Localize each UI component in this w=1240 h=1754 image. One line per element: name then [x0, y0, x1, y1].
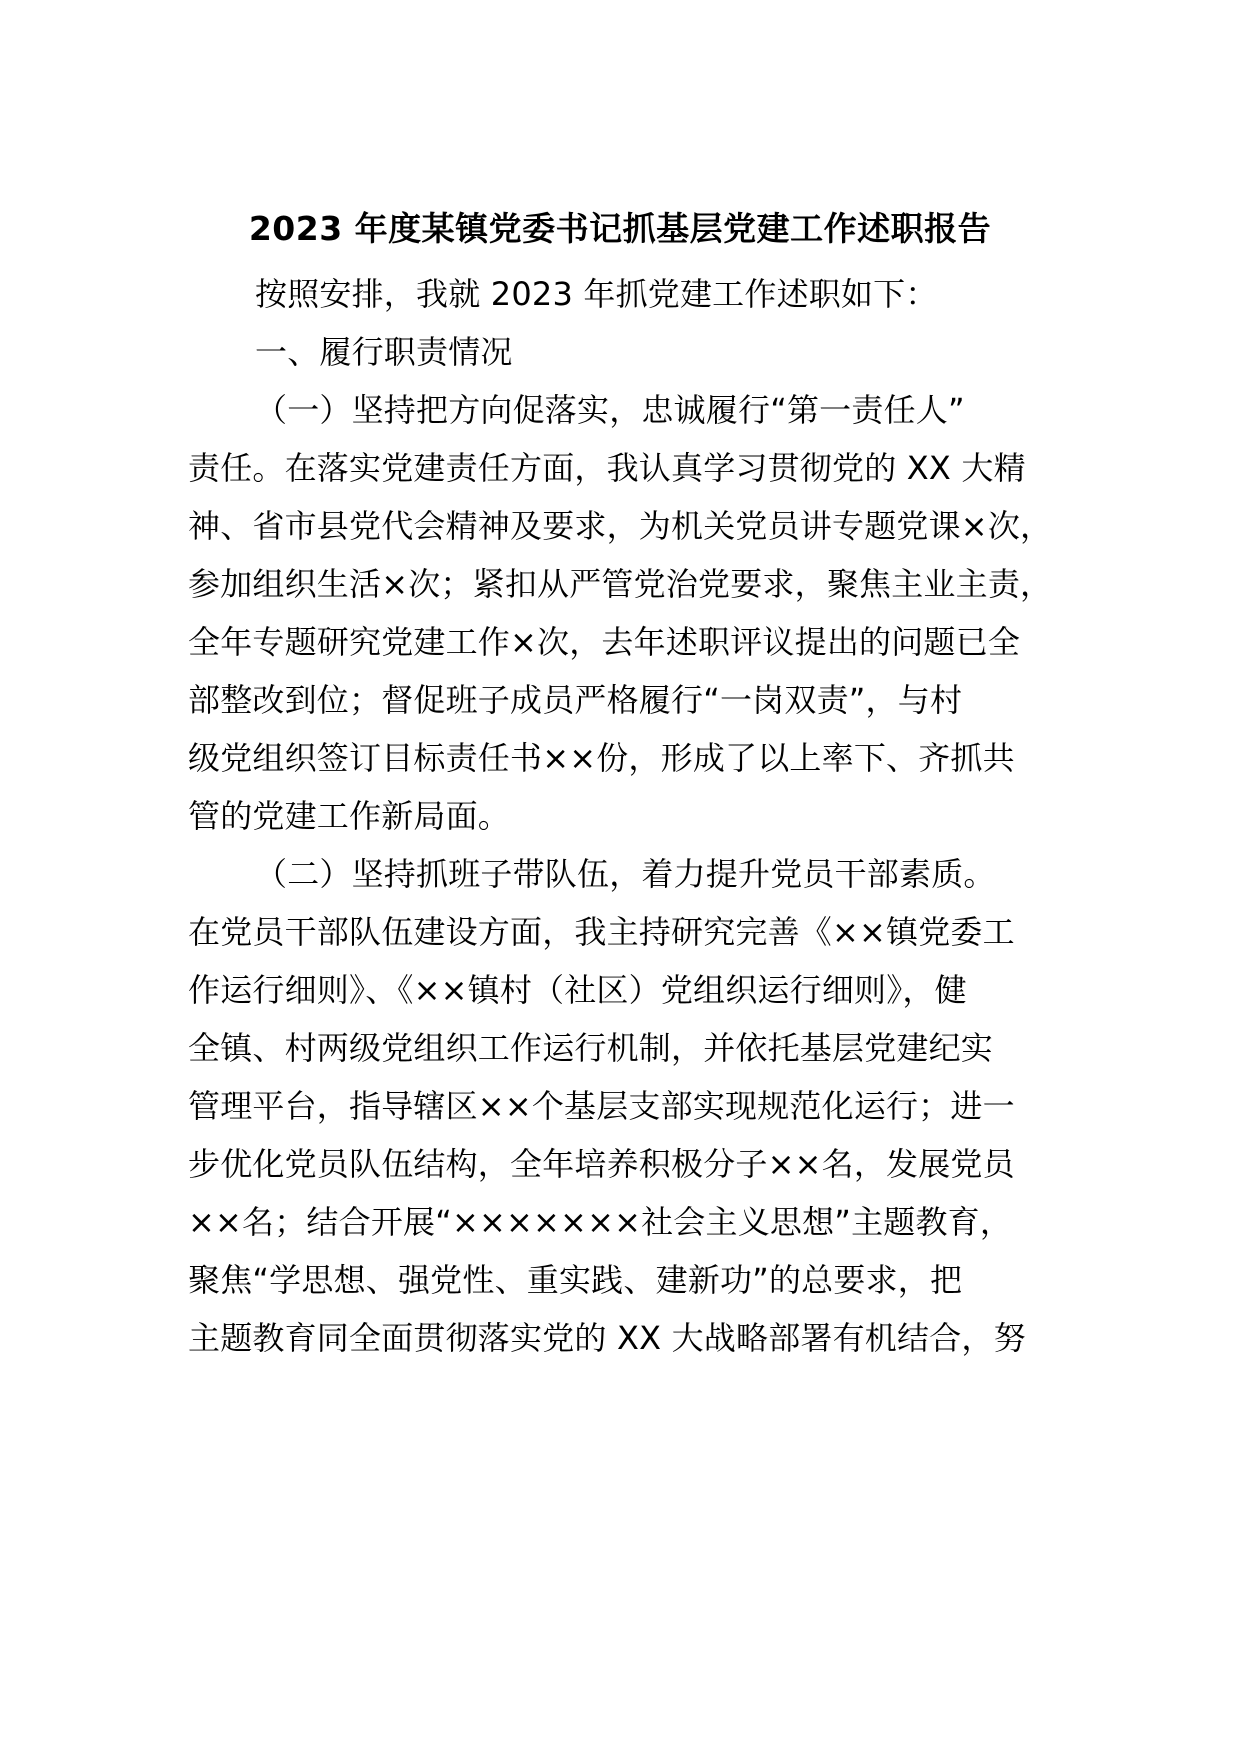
subsection-heading: （一）坚持把方向促落实，忠诚履行“第一责任人” — [255, 391, 965, 429]
document-title: 2023 年度某镇党委书记抓基层党建工作述职报告 — [248, 209, 992, 248]
paragraph-line: 聚焦“学思想、强党性、重实践、建新功”的总要求，把 — [188, 1261, 963, 1299]
paragraph-line: 步优化党员队伍结构，全年培养积极分子××名，发展党员 — [188, 1145, 1015, 1183]
paragraph-line: 参加组织生活×次；紧扣从严管党治党要求，聚焦主业主责， — [188, 565, 1053, 603]
paragraph-line: 全年专题研究党建工作×次，去年述职评议提出的问题已全 — [188, 623, 1021, 661]
paragraph-line: 按照安排，我就 2023 年抓党建工作述职如下： — [255, 275, 938, 313]
subsection-heading: （二）坚持抓班子带队伍，着力提升党员干部素质。 — [255, 855, 996, 893]
paragraph-line: 全镇、村两级党组织工作运行机制，并依托基层党建纪实 — [188, 1029, 994, 1067]
paragraph-line: 在党员干部队伍建设方面，我主持研究完善《××镇党委工 — [188, 913, 1015, 951]
paragraph-line: 管理平台，指导辖区××个基层支部实现规范化运行；进一 — [188, 1087, 1015, 1125]
paragraph-line: 管的党建工作新局面。 — [188, 797, 511, 835]
paragraph-line: 作运行细则》、《××镇村（社区）党组织运行细则》，健 — [188, 971, 967, 1009]
paragraph-line: ××名；结合开展“×××××××社会主义思想”主题教育， — [188, 1203, 1013, 1241]
section-heading: 一、履行职责情况 — [255, 333, 513, 371]
paragraph-line: 责任。在落实党建责任方面，我认真学习贯彻党的 XX 大精 — [188, 449, 1026, 487]
paragraph-line: 部整改到位；督促班子成员严格履行“一岗双责”，与村 — [188, 681, 963, 719]
paragraph-line: 级党组织签订目标责任书××份，形成了以上率下、齐抓共 — [188, 739, 1015, 777]
paragraph-line: 神、省市县党代会精神及要求，为机关党员讲专题党课×次， — [188, 507, 1053, 545]
paragraph-line: 主题教育同全面贯彻落实党的 XX 大战略部署有机结合，努 — [188, 1319, 1026, 1357]
